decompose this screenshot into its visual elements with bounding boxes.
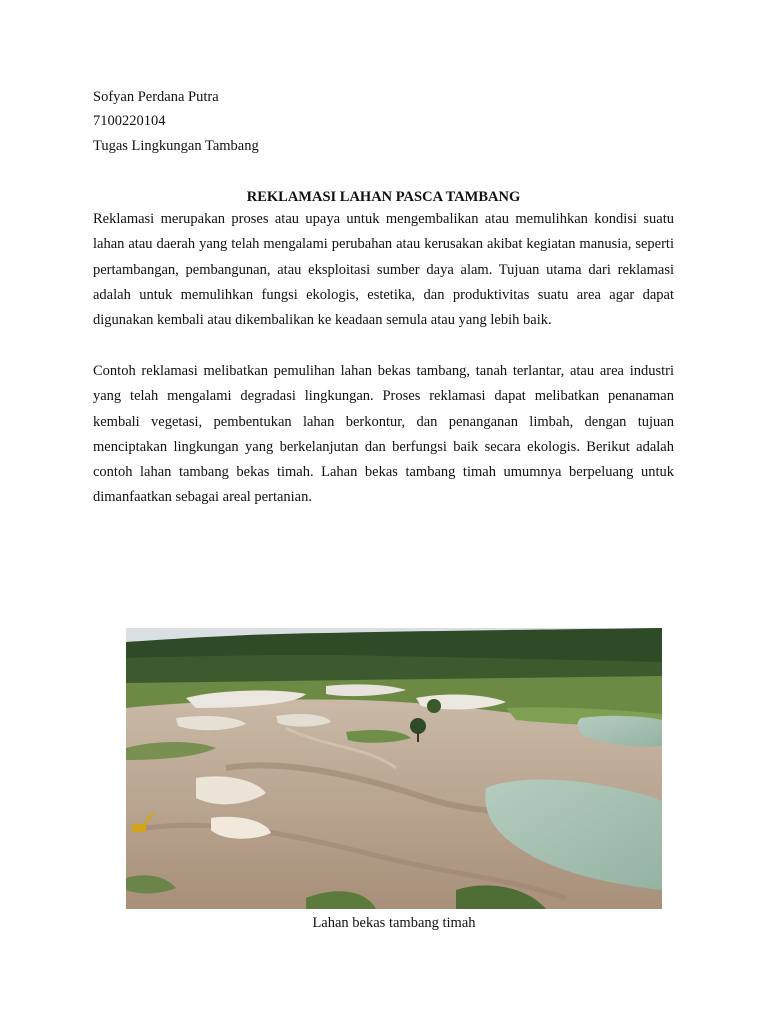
paragraph-1: Reklamasi merupakan proses atau upaya untuk mengembalikan atau memulihkan kondisi suatu lahan atau daerah yang telah mengalami perubahan atau kerusakan akibat kegiatan manusia, seperti pertambangan, pembangunan, atau eksploitasi sumber daya alam. Tujuan utama dari reklamasi adalah untuk memulihkan fungsi ekologis, estetika, dan produktivitas suatu area agar dapat digunakan kembali atau dikembalikan ke keadaan semula atau yang lebih baik. (93, 211, 674, 329)
student-id: 7100220104 (93, 113, 166, 129)
mining-land-photo (126, 628, 662, 909)
figure-caption: Lahan bekas tambang timah (312, 915, 476, 931)
assignment-title: Tugas Lingkungan Tambang (93, 138, 259, 154)
document-title: REKLAMASI LAHAN PASCA TAMBANG (246, 189, 521, 205)
paragraph-2: Contoh reklamasi melibatkan pemulihan lahan bekas tambang, tanah terlantar, atau area industri yang telah mengalami degradasi lingkungan. Proses reklamasi dapat melibatkan penanaman kembali vegetasi, pembentukan lahan berkontur, dan penanganan limbah, dengan tujuan menciptakan lingkungan yang berkelanjutan dan berfungsi baik secara ekologis. Berikut adalah contoh lahan tambang bekas timah. Lahan bekas tambang timah umumnya berpeluang untuk dimanfaatkan sebagai areal pertanian. (93, 363, 674, 506)
author-name: Sofyan Perdana Putra (93, 89, 219, 105)
